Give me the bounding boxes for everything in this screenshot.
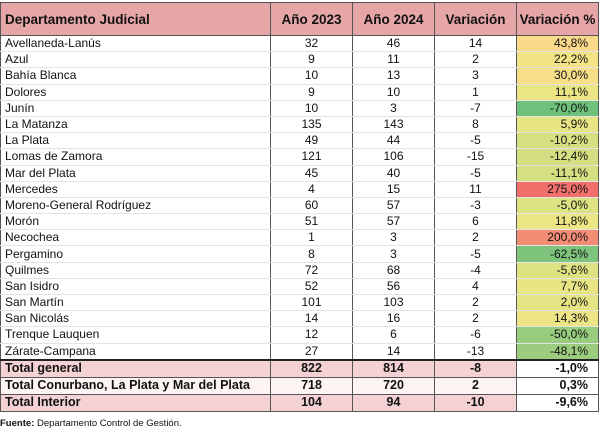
- row-variacion-pct: -5,0%: [517, 197, 599, 213]
- total-variacion: -10: [435, 394, 517, 411]
- row-name: Dolores: [1, 84, 271, 100]
- row-name: Bahía Blanca: [1, 68, 271, 84]
- table-row: [1, 52, 599, 68]
- row-variacion-pct: -48,1%: [517, 343, 599, 360]
- row-name: Junín: [1, 100, 271, 116]
- row-variacion-pct: -12,4%: [517, 149, 599, 165]
- row-year-2024: 3: [353, 100, 435, 116]
- row-variacion-pct: 22,2%: [517, 52, 599, 68]
- row-year-2024: 13: [353, 68, 435, 84]
- row-variacion-pct: -5,6%: [517, 262, 599, 278]
- row-variacion: 3: [435, 68, 517, 84]
- table-row: [1, 181, 599, 197]
- row-variacion-pct: 2,0%: [517, 295, 599, 311]
- table-row: [1, 84, 599, 100]
- row-year-2023: 32: [271, 36, 353, 52]
- total-variacion: 2: [435, 377, 517, 394]
- total-year-2023: 822: [271, 360, 353, 378]
- row-name: Morón: [1, 214, 271, 230]
- row-name: Mercedes: [1, 181, 271, 197]
- row-year-2024: 10: [353, 84, 435, 100]
- row-variacion-pct: 43,8%: [517, 36, 599, 52]
- row-year-2024: 68: [353, 262, 435, 278]
- row-year-2023: 45: [271, 165, 353, 181]
- table-row: [1, 343, 599, 360]
- row-name: Trenque Lauquen: [1, 327, 271, 343]
- table-row: [1, 295, 599, 311]
- row-variacion-pct: 11,8%: [517, 214, 599, 230]
- row-name: Avellaneda-Lanús: [1, 36, 271, 52]
- header-year-2023: Año 2023: [271, 3, 353, 36]
- row-variacion-pct: 5,9%: [517, 116, 599, 132]
- row-year-2024: 56: [353, 278, 435, 294]
- row-name: La Plata: [1, 133, 271, 149]
- row-year-2023: 14: [271, 311, 353, 327]
- row-year-2024: 103: [353, 295, 435, 311]
- row-year-2023: 4: [271, 181, 353, 197]
- row-variacion: -13: [435, 343, 517, 360]
- total-variacion-pct: -9,6%: [517, 394, 599, 411]
- source-text: Departamento Control de Gestión.: [34, 418, 182, 429]
- row-name: Zárate-Campana: [1, 343, 271, 360]
- row-variacion: 2: [435, 230, 517, 246]
- row-name: Moreno-General Rodríguez: [1, 197, 271, 213]
- row-variacion: 2: [435, 311, 517, 327]
- table-row: [1, 230, 599, 246]
- header-year-2024: Año 2024: [353, 3, 435, 36]
- row-year-2023: 1: [271, 230, 353, 246]
- row-name: Lomas de Zamora: [1, 149, 271, 165]
- row-year-2024: 40: [353, 165, 435, 181]
- row-year-2024: 11: [353, 52, 435, 68]
- row-year-2024: 3: [353, 230, 435, 246]
- row-variacion: 8: [435, 116, 517, 132]
- row-name: Azul: [1, 52, 271, 68]
- row-year-2023: 10: [271, 68, 353, 84]
- table-row: [1, 246, 599, 262]
- row-year-2024: 3: [353, 246, 435, 262]
- total-variacion: -8: [435, 360, 517, 378]
- row-year-2023: 9: [271, 84, 353, 100]
- row-year-2023: 10: [271, 100, 353, 116]
- row-variacion: 14: [435, 36, 517, 52]
- table-row: [1, 327, 599, 343]
- row-variacion: 6: [435, 214, 517, 230]
- source-label: Fuente:: [0, 418, 35, 429]
- total-name: Total Interior: [1, 394, 271, 411]
- total-year-2024: 94: [353, 394, 435, 411]
- row-variacion: -4: [435, 262, 517, 278]
- row-variacion: 2: [435, 52, 517, 68]
- row-variacion: 2: [435, 295, 517, 311]
- total-year-2024: 720: [353, 377, 435, 394]
- row-year-2024: 15: [353, 181, 435, 197]
- header-departamento: Departamento Judicial: [1, 3, 271, 36]
- table-row: [1, 214, 599, 230]
- table-row: [1, 311, 599, 327]
- row-variacion-pct: -10,2%: [517, 133, 599, 149]
- total-name: Total general: [1, 360, 271, 378]
- total-variacion-pct: -1,0%: [517, 360, 599, 378]
- row-variacion: -5: [435, 165, 517, 181]
- total-variacion-pct: 0,3%: [517, 377, 599, 394]
- data-rows: [1, 36, 599, 360]
- source-note: [0, 418, 182, 429]
- row-year-2023: 49: [271, 133, 353, 149]
- row-name: Necochea: [1, 230, 271, 246]
- table-row: [1, 149, 599, 165]
- row-year-2024: 44: [353, 133, 435, 149]
- row-year-2023: 52: [271, 278, 353, 294]
- row-variacion-pct: 275,0%: [517, 181, 599, 197]
- table-row: [1, 68, 599, 84]
- totals-rows: [1, 360, 599, 412]
- total-year-2023: 718: [271, 377, 353, 394]
- judicial-departments-table: [0, 2, 599, 412]
- row-year-2023: 101: [271, 295, 353, 311]
- total-year-2023: 104: [271, 394, 353, 411]
- row-variacion-pct: -70,0%: [517, 100, 599, 116]
- row-name: San Isidro: [1, 278, 271, 294]
- row-variacion-pct: -11,1%: [517, 165, 599, 181]
- row-year-2024: 14: [353, 343, 435, 360]
- total-row-conurbano: [1, 377, 599, 394]
- row-variacion-pct: 200,0%: [517, 230, 599, 246]
- header-variacion: Variación: [435, 3, 517, 36]
- row-name: San Nicolás: [1, 311, 271, 327]
- table-row: [1, 197, 599, 213]
- row-year-2024: 106: [353, 149, 435, 165]
- table-row: [1, 100, 599, 116]
- row-variacion: -3: [435, 197, 517, 213]
- total-row-general: [1, 360, 599, 378]
- row-year-2024: 57: [353, 214, 435, 230]
- total-name: Total Conurbano, La Plata y Mar del Plata: [1, 377, 271, 394]
- row-name: San Martín: [1, 295, 271, 311]
- row-variacion-pct: 11,1%: [517, 84, 599, 100]
- row-year-2023: 135: [271, 116, 353, 132]
- row-variacion: 11: [435, 181, 517, 197]
- row-year-2023: 12: [271, 327, 353, 343]
- row-variacion-pct: 30,0%: [517, 68, 599, 84]
- row-variacion: -6: [435, 327, 517, 343]
- row-variacion: -5: [435, 133, 517, 149]
- row-year-2024: 143: [353, 116, 435, 132]
- row-variacion-pct: -62,5%: [517, 246, 599, 262]
- row-variacion-pct: -50,0%: [517, 327, 599, 343]
- row-year-2023: 51: [271, 214, 353, 230]
- row-variacion: -15: [435, 149, 517, 165]
- row-variacion: 4: [435, 278, 517, 294]
- header-variacion-pct: Variación %: [517, 3, 599, 36]
- row-name: La Matanza: [1, 116, 271, 132]
- row-variacion-pct: 7,7%: [517, 278, 599, 294]
- row-year-2023: 72: [271, 262, 353, 278]
- table-row: [1, 116, 599, 132]
- row-year-2023: 8: [271, 246, 353, 262]
- table-row: [1, 262, 599, 278]
- row-year-2023: 60: [271, 197, 353, 213]
- table-row: [1, 133, 599, 149]
- row-year-2023: 9: [271, 52, 353, 68]
- row-variacion: 1: [435, 84, 517, 100]
- row-year-2024: 16: [353, 311, 435, 327]
- row-year-2023: 121: [271, 149, 353, 165]
- table-row: [1, 36, 599, 52]
- row-name: Mar del Plata: [1, 165, 271, 181]
- header-row: [1, 3, 599, 36]
- row-year-2023: 27: [271, 343, 353, 360]
- row-name: Quilmes: [1, 262, 271, 278]
- row-variacion: -5: [435, 246, 517, 262]
- row-variacion-pct: 14,3%: [517, 311, 599, 327]
- row-name: Pergamino: [1, 246, 271, 262]
- table-row: [1, 165, 599, 181]
- row-year-2024: 6: [353, 327, 435, 343]
- row-year-2024: 46: [353, 36, 435, 52]
- total-row-interior: [1, 394, 599, 411]
- row-variacion: -7: [435, 100, 517, 116]
- total-year-2024: 814: [353, 360, 435, 378]
- row-year-2024: 57: [353, 197, 435, 213]
- table-row: [1, 278, 599, 294]
